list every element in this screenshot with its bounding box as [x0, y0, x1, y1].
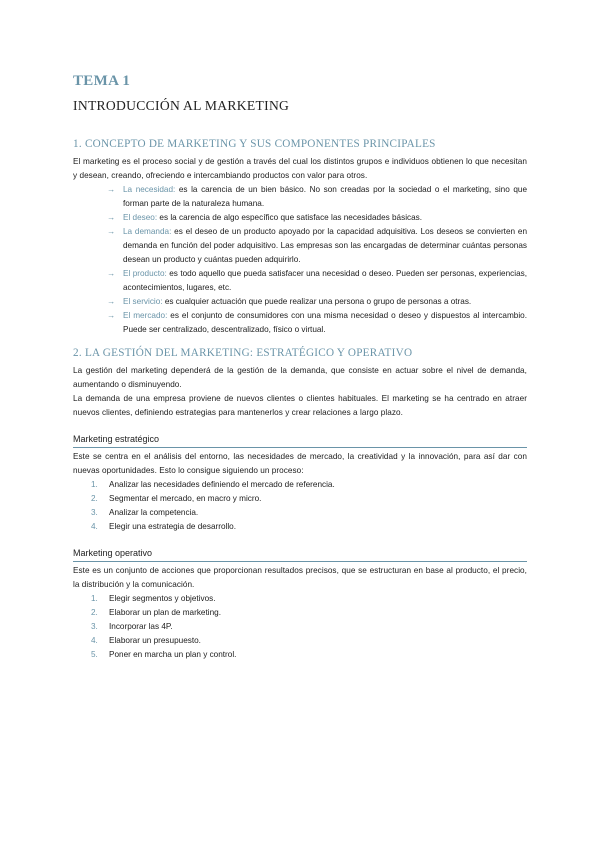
definition-item	[107, 267, 527, 295]
section-2-paragraph-1: La gestión del marketing dependerá de la gestión de la demanda, que consiste en actuar sobre el nivel de demanda, aumentando o disminuyendo.	[73, 366, 527, 389]
definition-item	[107, 225, 527, 267]
list-item	[91, 478, 527, 492]
marketing-estrategico-intro: Este se centra en el análisis del entorno, las necesidades de mercado, la creatividad y la innovación, para así dar con nuevas oportunidades. Esto lo consigue siguiendo un proceso:	[73, 452, 527, 475]
definition-text: es la carencia de algo específico que satisface las necesidades básicas.	[157, 213, 423, 222]
definition-item	[107, 211, 527, 225]
definition-text: es el conjunto de consumidores con una misma necesidad o deseo y dispuestos al intercambio. Puede ser centralizado, descentralizado, físico o virtual.	[123, 311, 527, 334]
step-text: Elegir segmentos y objetivos.	[109, 594, 216, 603]
definitions-list	[73, 183, 527, 337]
section-2-paragraph-2: La demanda de una empresa proviene de nuevos clientes o clientes habituales. El marketing se ha centrado en atraer nuevos clientes, definiendo estrategias para mantenerlos y crear relaciones a largo plazo.	[73, 394, 527, 417]
step-number: 1.	[91, 480, 98, 489]
definition-term: La necesidad:	[123, 185, 176, 194]
step-text: Analizar la competencia.	[109, 508, 199, 517]
definition-term: El mercado:	[123, 311, 168, 320]
list-item	[91, 606, 527, 620]
operativo-steps-list	[73, 592, 527, 662]
arrow-icon: →	[107, 297, 116, 306]
arrow-icon: →	[107, 269, 116, 278]
arrow-icon: →	[107, 311, 116, 320]
list-item	[91, 506, 527, 520]
list-item	[91, 634, 527, 648]
step-text: Analizar las necesidades definiendo el mercado de referencia.	[109, 480, 335, 489]
step-text: Elaborar un plan de marketing.	[109, 608, 221, 617]
step-text: Segmentar el mercado, en macro y micro.	[109, 494, 262, 503]
marketing-operativo-intro: Este es un conjunto de acciones que proporcionan resultados precisos, que se estructuran en base al producto, el precio, la distribución y la comunicación.	[73, 566, 527, 589]
definition-term: El producto:	[123, 269, 167, 278]
definition-term: El servicio:	[123, 297, 163, 306]
definition-item	[107, 295, 527, 309]
arrow-icon: →	[107, 213, 116, 222]
definition-item	[107, 309, 527, 337]
step-number: 2.	[91, 608, 98, 617]
definition-item	[107, 183, 527, 211]
section-1-intro: El marketing es el proceso social y de gestión a través del cual los distintos grupos e individuos obtienen lo que necesitan y desean, creando, ofreciendo e intercambiando productos con valor para otros.	[73, 157, 527, 180]
definition-text: es todo aquello que pueda satisfacer una necesidad o deseo. Pueden ser personas, experiencias, acontecimientos, lugares, etc.	[123, 269, 527, 292]
chapter-label: TEMA 1	[73, 73, 131, 89]
estrategico-steps-list	[73, 478, 527, 534]
step-text: Incorporar las 4P.	[109, 622, 173, 631]
heading-divider	[73, 447, 527, 448]
step-number: 3.	[91, 508, 98, 517]
list-item	[91, 620, 527, 634]
definition-term: La demanda:	[123, 227, 172, 236]
arrow-icon: →	[107, 185, 116, 194]
step-text: Elegir una estrategia de desarrollo.	[109, 522, 236, 531]
step-number: 4.	[91, 522, 98, 531]
step-text: Poner en marcha un plan y control.	[109, 650, 237, 659]
arrow-icon: →	[107, 227, 116, 236]
definition-text: es la carencia de un bien básico. No son creadas por la sociedad o el marketing, sino que forman parte de la naturaleza humana.	[123, 185, 527, 208]
list-item	[91, 520, 527, 534]
definition-text: es el deseo de un producto apoyado por la capacidad adquisitiva. Los deseos se convierten en demanda en función del poder adquisitivo. Las empresas son las encargadas de determinar cuántas personas desean un producto y cuántas pueden adquirirlo.	[123, 227, 527, 264]
step-number: 2.	[91, 494, 98, 503]
step-number: 3.	[91, 622, 98, 631]
marketing-operativo-heading: Marketing operativo	[73, 548, 153, 558]
step-number: 5.	[91, 650, 98, 659]
definition-text: es cualquier actuación que puede realizar una persona o grupo de personas a otras.	[162, 297, 472, 306]
list-item	[91, 648, 527, 662]
step-text: Elaborar un presupuesto.	[109, 636, 201, 645]
heading-divider	[73, 561, 527, 562]
section-1-heading: 1. CONCEPTO DE MARKETING Y SUS COMPONENTES PRINCIPALES	[73, 138, 436, 150]
step-number: 4.	[91, 636, 98, 645]
document-title: INTRODUCCIÓN AL MARKETING	[73, 98, 290, 113]
list-item	[91, 492, 527, 506]
list-item	[91, 592, 527, 606]
section-2-heading: 2. LA GESTIÓN DEL MARKETING: ESTRATÉGICO Y OPERATIVO	[73, 347, 413, 359]
step-number: 1.	[91, 594, 98, 603]
definition-term: El deseo:	[123, 213, 158, 222]
marketing-estrategico-heading: Marketing estratégico	[73, 434, 160, 444]
